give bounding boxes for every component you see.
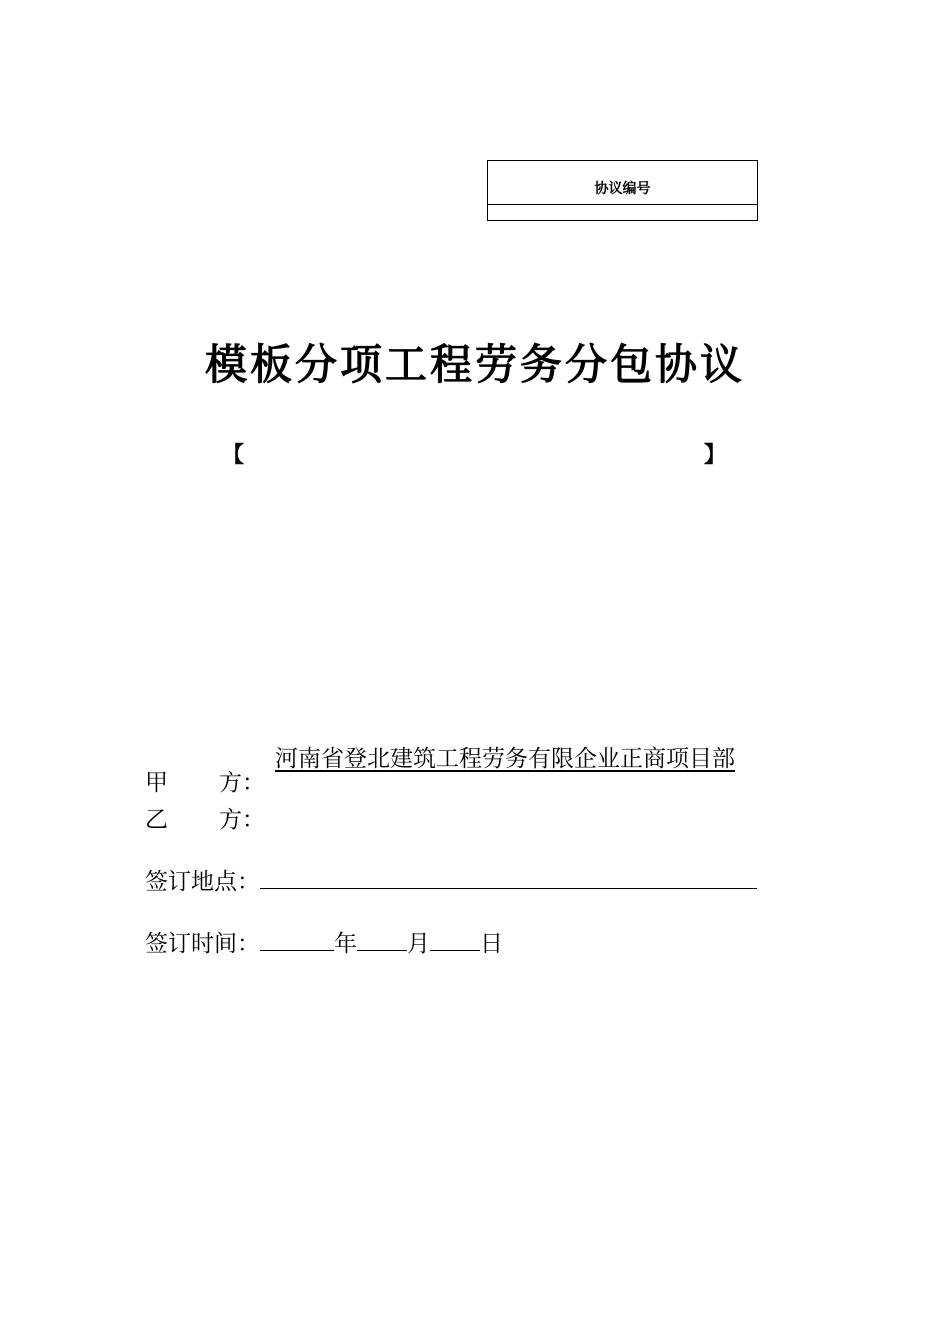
- project-bracket-close: 】: [704, 443, 727, 468]
- sign-year-blank: [260, 926, 334, 951]
- party-b-label-second: 方：: [219, 807, 265, 833]
- sign-day-unit: 日: [480, 931, 503, 957]
- sign-place-row: [145, 864, 757, 899]
- sign-day-blank: [430, 926, 480, 951]
- party-b-label-first: 乙: [145, 807, 168, 833]
- sign-place-blank: [260, 864, 757, 889]
- sign-month-blank: [357, 926, 407, 951]
- sign-year-unit: 年: [334, 931, 357, 957]
- agreement-number-value: [488, 205, 757, 221]
- document-title: 模板分项工程劳务分包协议: [204, 340, 745, 389]
- agreement-number-label: 协议编号: [488, 161, 757, 205]
- party-a-row: [145, 742, 735, 796]
- sign-month-unit: 月: [407, 931, 430, 957]
- sign-time-row: [145, 926, 503, 961]
- project-bracket-open: 【: [222, 443, 245, 468]
- agreement-number-box: [487, 160, 758, 221]
- party-a-label-second: 方：: [219, 770, 265, 796]
- sign-time-label: 签订时间：: [145, 931, 260, 957]
- party-a-label-first: 甲: [145, 770, 168, 796]
- sign-place-label: 签订地点：: [145, 869, 260, 895]
- party-a-value: 河南省登北建筑工程劳务有限企业正商项目部: [275, 746, 735, 772]
